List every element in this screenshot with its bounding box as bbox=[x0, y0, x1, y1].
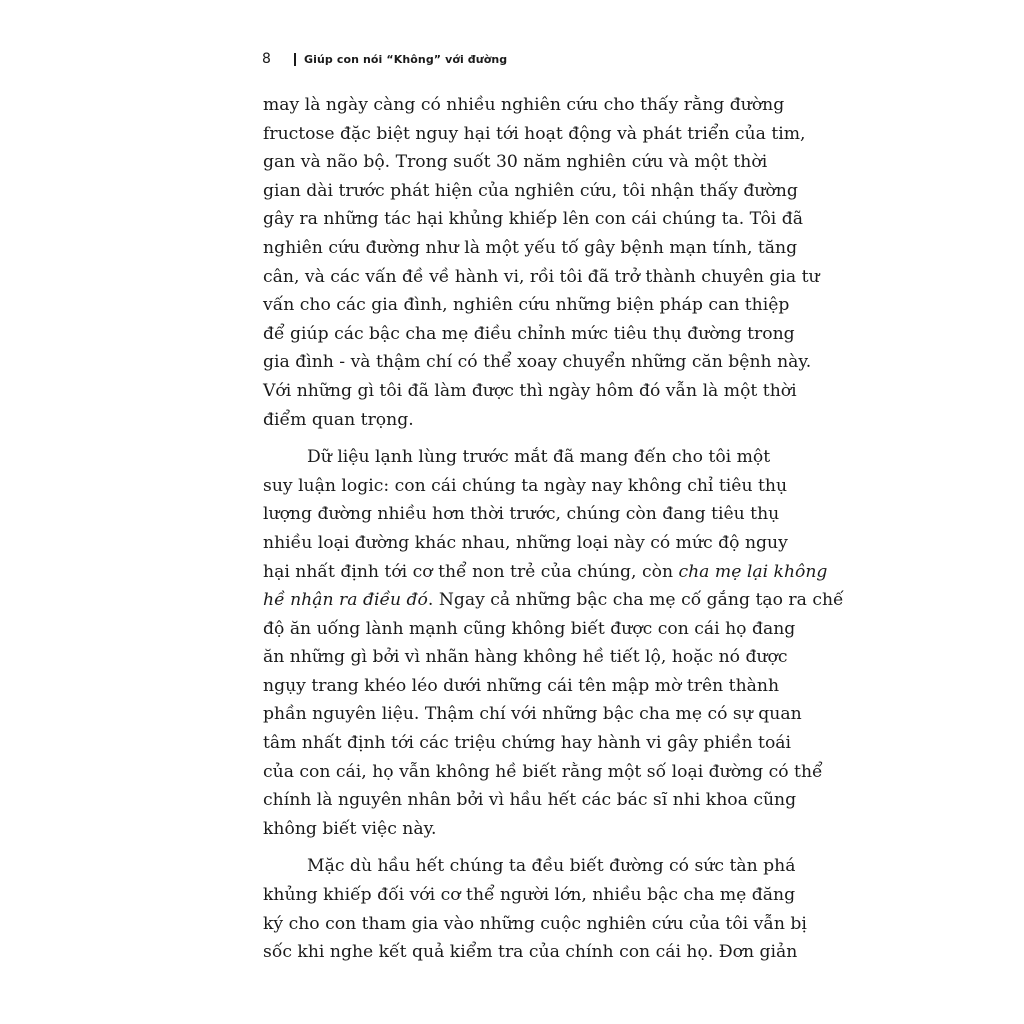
text-segment: hại nhất định tới cơ thể non trẻ của chúng, còn bbox=[263, 561, 679, 582]
text-line: gây ra những tác hại khủng khiếp lên con cái chúng ta. Tôi đã bbox=[263, 209, 804, 230]
text-line: ăn những gì bởi vì nhãn hàng không hề tiết lộ, hoặc nó được bbox=[263, 647, 788, 668]
paragraph-3 bbox=[263, 852, 807, 966]
paragraph-1 bbox=[263, 91, 820, 434]
text-segment: . Ngay cả những bậc cha mẹ cố gắng tạo ra chế bbox=[427, 590, 844, 611]
text-line: Dữ liệu lạnh lùng trước mắt đã mang đến cho tôi một bbox=[307, 447, 771, 468]
text-line: suy luận logic: con cái chúng ta ngày nay không chỉ tiêu thụ bbox=[263, 475, 788, 496]
italic-emphasis: hề nhận ra điều đó bbox=[263, 590, 428, 611]
text-line: độ ăn uống lành mạnh cũng không biết được con cái họ đang bbox=[263, 618, 796, 639]
text-line: ngụy trang khéo léo dưới những cái tên mập mờ trên thành bbox=[263, 675, 780, 696]
text-line: không biết việc này. bbox=[263, 818, 437, 839]
text-line: fructose đặc biệt nguy hại tới hoạt động và phát triển của tim, bbox=[263, 123, 806, 144]
body-text bbox=[263, 91, 844, 967]
text-line bbox=[263, 558, 828, 587]
text-line: Với những gì tôi đã làm được thì ngày hôm đó vẫn là một thời bbox=[263, 380, 797, 401]
text-line: nhiều loại đường khác nhau, những loại này có mức độ nguy bbox=[263, 532, 788, 553]
text-line: nghiên cứu đường như là một yếu tố gây bệnh mạn tính, tăng bbox=[263, 237, 798, 258]
text-line: may là ngày càng có nhiều nghiên cứu cho thấy rằng đường bbox=[263, 95, 785, 115]
text-line: gia đình - và thậm chí có thể xoay chuyển những căn bệnh này. bbox=[263, 352, 812, 373]
text-line: để giúp các bậc cha mẹ điều chỉnh mức tiêu thụ đường trong bbox=[263, 323, 795, 344]
page-header bbox=[262, 48, 507, 70]
text-line: gan và não bộ. Trong suốt 30 năm nghiên cứu và một thời bbox=[263, 152, 768, 173]
text-line: Mặc dù hầu hết chúng ta đều biết đường có sức tàn phá bbox=[307, 856, 796, 877]
text-line: chính là nguyên nhân bởi vì hầu hết các bác sĩ nhi khoa cũng bbox=[263, 790, 797, 811]
text-line: sốc khi nghe kết quả kiểm tra của chính con cái họ. Đơn giản bbox=[263, 942, 798, 963]
text-line: gian dài trước phát hiện của nghiên cứu, tôi nhận thấy đường bbox=[263, 180, 798, 201]
text-line: vấn cho các gia đình, nghiên cứu những biện pháp can thiệp bbox=[263, 295, 790, 316]
text-line: cân, và các vấn đề về hành vi, rồi tôi đã trở thành chuyên gia tư bbox=[263, 266, 820, 287]
text-line: ký cho con tham gia vào những cuộc nghiên cứu của tôi vẫn bị bbox=[263, 913, 807, 934]
text-line: phần nguyên liệu. Thậm chí với những bậc cha mẹ có sự quan bbox=[263, 704, 802, 725]
text-line: tâm nhất định tới các triệu chứng hay hành vi gây phiền toái bbox=[263, 733, 792, 754]
italic-emphasis: cha mẹ lại không bbox=[678, 561, 828, 582]
text-line bbox=[263, 586, 844, 615]
text-line: khủng khiếp đối với cơ thể người lớn, nhiều bậc cha mẹ đăng bbox=[263, 885, 796, 906]
text-line: của con cái, họ vẫn không hề biết rằng một số loại đường có thể bbox=[263, 761, 823, 782]
text-line: lượng đường nhiều hơn thời trước, chúng còn đang tiêu thụ bbox=[263, 504, 780, 525]
paragraph-2 bbox=[263, 443, 844, 843]
page-number: 8 bbox=[262, 51, 271, 67]
text-line: điểm quan trọng. bbox=[263, 409, 414, 430]
header-divider bbox=[294, 53, 296, 66]
running-title: Giúp con nói “Không” với đường bbox=[304, 52, 508, 66]
